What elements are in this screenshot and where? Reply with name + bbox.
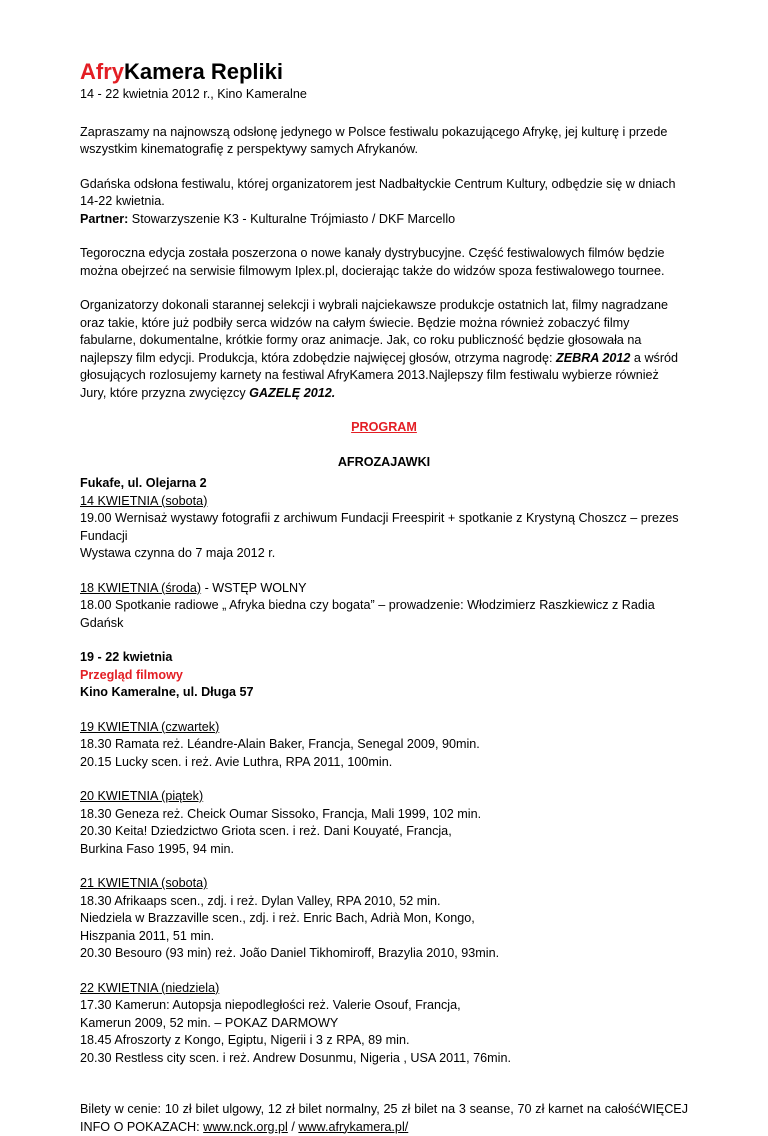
screening-line: 18.30 Geneza reż. Cheick Oumar Sissoko, Francja, Mali 1999, 102 min. <box>80 806 482 821</box>
venue-fukafe: Fukafe, ul. Olejarna 2 <box>80 476 207 490</box>
footer-text: Bilety w cenie: 10 zł bilet ulgowy, 12 zł bilet normalny, 25 zł bilet na 3 seanse, 70 zł karnet na całośćWIĘCEJ INFO O POKAZACH: <box>80 1102 688 1134</box>
footer-tickets <box>80 1101 688 1136</box>
screening-line: Niedziela w Brazzaville scen., zdj. i reż. Enric Bach, Adrià Mon, Kongo, <box>80 911 475 925</box>
page-title <box>80 58 688 86</box>
day2-suffix: - WSTĘP WOLNY <box>201 580 307 595</box>
screening-line: Hiszpania 2011, 51 min. <box>80 928 215 943</box>
screening-line: 20.30 Besouro (93 min) reż. João Daniel Tikhomiroff, Brazylia 2010, 93min. <box>80 946 500 960</box>
p4-text-b: a wśród głosujących rozlosujemy karnety na festiwal AfryKamera 2013.Najlepszy film festiwalu wybierze również Jury, które przyzna zwycięzcy <box>80 350 679 400</box>
p4-text-a: Organizatorzy dokonali starannej selekcji i wybrali najciekawsze produkcje ostatnich lat, filmy nagradzane oraz takie, które już podbiły serca widzów na całym świecie. Będzie można również zobaczyć filmy fabularne, dokumentalne, krótkie formy oraz animacje. Jak, co roku publiczność będzie głosowała na najlepszy film edycji. Produkcja, która zdobędzie najwięcej głosów, otrzyma nagrodę: <box>80 298 668 365</box>
screening-line: 20.15 Lucky scen. i reż. Avie Luthra, RPA 2011, 100min. <box>80 754 393 769</box>
screening-day-3 <box>80 875 688 963</box>
screening-line: 18.30 Ramata reż. Léandre-Alain Baker, Francja, Senegal 2009, 90min. <box>80 737 480 751</box>
page-subtitle: 14 - 22 kwietnia 2012 r., Kino Kameralne <box>80 87 307 101</box>
document-page <box>80 58 688 1136</box>
day1-date: 14 KWIETNIA (sobota) <box>80 493 208 508</box>
screening-date: 19 KWIETNIA (czwartek) <box>80 719 220 734</box>
intro-paragraph-1: Zapraszamy na najnowszą odsłonę jedynego w Polsce festiwalu pokazującego Afrykę, jej kulturę i przede wszystkim kinematografię z perspektywy samych Afrykanów. <box>80 124 668 156</box>
screening-day-2 <box>80 788 688 858</box>
screening-line: 18.30 Afrikaaps scen., zdj. i reż. Dylan Valley, RPA 2010, 52 min. <box>80 893 441 908</box>
program-heading: PROGRAM <box>351 420 417 434</box>
block-title: Przegląd filmowy <box>80 667 183 682</box>
block-venue: Kino Kameralne, ul. Długa 57 <box>80 685 254 699</box>
day1-event: 19.00 Wernisaż wystawy fotografii z archiwum Fundacji Freespirit + spotkanie z Krystyną Choszcz – prezes Fundacji <box>80 511 679 543</box>
afrykamera-link[interactable]: www.afrykamera.pl/ <box>298 1119 409 1134</box>
afrozajawki-heading: AFROZAJAWKI <box>337 454 431 469</box>
intro-paragraph-3: Tegoroczna edycja została poszerzona o nowe kanały dystrybucyjne. Część festiwalowych filmów będzie można obejrzeć na serwisie filmowym Iplex.pl, docierając także do widzów spoza festiwalowego tournee. <box>80 246 665 278</box>
screening-day-1 <box>80 719 688 772</box>
screening-line: Burkina Faso 1995, 94 min. <box>80 841 235 856</box>
title-rest-part: Kamera Repliki <box>124 59 283 84</box>
day2-date: 18 KWIETNIA (środa) <box>80 580 202 595</box>
title-red-part: Afry <box>80 59 125 84</box>
screening-date: 21 KWIETNIA (sobota) <box>80 876 208 890</box>
intro-paragraph-2: Gdańska odsłona festiwalu, której organizatorem jest Nadbałtyckie Centrum Kultury, odbędzie się w dniach 14-22 kwietnia. <box>80 176 676 208</box>
screening-line: 20.30 Keita! Dziedzictwo Griota scen. i reż. Dani Kouyaté, Francja, <box>80 824 452 838</box>
screening-line: 20.30 Restless city scen. i reż. Andrew Dosunmu, Nigeria , USA 2011, 76min. <box>80 1050 511 1065</box>
block-dates: 19 - 22 kwietnia <box>80 650 173 664</box>
intro-paragraph-4 <box>80 297 688 402</box>
screening-line: 17.30 Kamerun: Autopsja niepodległości reż. Valerie Osouf, Francja, <box>80 998 461 1012</box>
nck-link[interactable]: www.nck.org.pl <box>203 1119 288 1134</box>
screening-date: 20 KWIETNIA (piątek) <box>80 789 204 803</box>
screening-line: 18.45 Afroszorty z Kongo, Egiptu, Nigerii i 3 z RPA, 89 min. <box>80 1033 410 1047</box>
day2-event: 18.00 Spotkanie radiowe „ Afryka biedna czy bogata” – prowadzenie: Włodzimierz Raszkiewicz z Radia Gdańsk <box>80 598 655 630</box>
screening-line: Kamerun 2009, 52 min. – POKAZ DARMOWY <box>80 1015 339 1030</box>
partner-line <box>80 211 688 229</box>
screening-day-4 <box>80 980 688 1068</box>
day1-note: Wystawa czynna do 7 maja 2012 r. <box>80 546 276 560</box>
footer-separator: / <box>287 1119 299 1134</box>
zebra-award: ZEBRA 2012 <box>556 350 631 365</box>
partner-label: Partner: <box>80 211 129 226</box>
day2-heading <box>80 580 688 598</box>
partner-value: Stowarzyszenie K3 - Kulturalne Trójmiasto / DKF Marcello <box>128 211 456 226</box>
screening-date: 22 KWIETNIA (niedziela) <box>80 980 220 995</box>
gazela-award: GAZELĘ 2012. <box>249 385 336 400</box>
